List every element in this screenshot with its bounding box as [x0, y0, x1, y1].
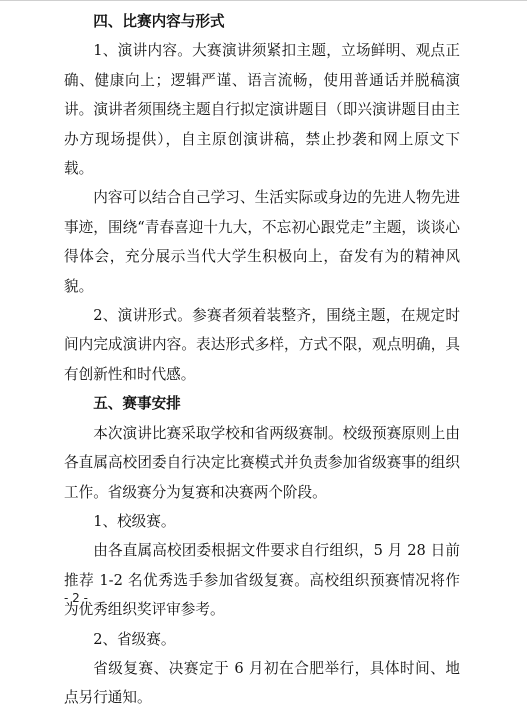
paragraph-school-level: 由各直属高校团委根据文件要求自行组织，5 月 28 日前推荐 1-2 名优秀选手参加省级复赛。高校组织预赛情况将作为优秀组织奖评审参考。 [64, 542, 460, 619]
paragraph-content-topics: 内容可以结合自己学习、生活实际或身边的先进人物先进事迹，围绕“青春喜迎十九大，不忘初心跟党走”主题，谈谈心得体会，充分展示当代大学生积极向上，奋发有为的精神风貌。 [64, 189, 460, 295]
subheading-school-level: 1、校级赛。 [93, 512, 176, 530]
paragraph-competition-system: 本次演讲比赛采取学校和省两级赛制。校级预赛原则上由各直属高校团委自行决定比赛模式并负责参加省级赛事的组织工作。省级赛分为复赛和决赛两个阶段。 [64, 424, 460, 501]
paragraph-provincial-level: 省级复赛、决赛定于 6 月初在合肥举行，具体时间、地点另行通知。 [64, 659, 460, 707]
subheading-provincial-level: 2、省级赛。 [93, 630, 176, 648]
section-heading-schedule: 五、赛事安排 [93, 395, 181, 413]
paragraph-speech-format: 2、演讲形式。参赛者须着装整齐，围绕主题，在规定时间内完成演讲内容。表达形式多样，方式不限，观点明确，具有创新性和时代感。 [64, 307, 460, 383]
document-body [64, 7, 460, 713]
page-number: - 2 - [64, 591, 88, 605]
paragraph-speech-content: 1、演讲内容。大赛演讲须紧扣主题，立场鲜明、观点正确、健康向上；逻辑严谨、语言流畅，使用普通话并脱稿演讲。演讲者须围绕主题自行拟定演讲题目（即兴演讲题目由主办方现场提供），自主原创演讲稿，禁止抄袭和网上原文下载。 [64, 42, 460, 178]
section-heading-contest-content: 四、比赛内容与形式 [93, 13, 225, 30]
